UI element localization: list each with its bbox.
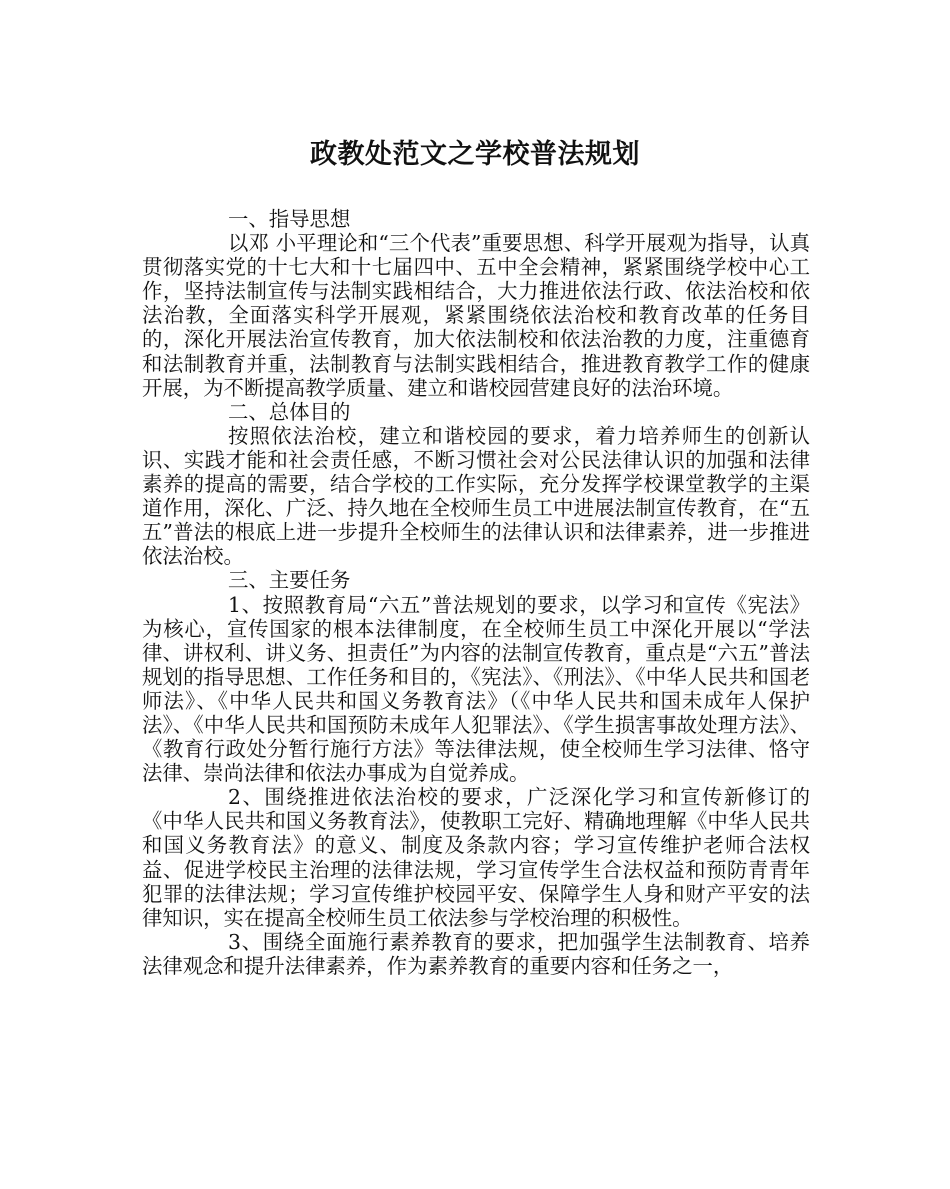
document-body: [142, 207, 810, 978]
paragraph: 2、围绕推进依法治校的要求，广泛深化学习和宣传新修订的《中华人民共和国义务教育法》，使教职工完好、精确地理解《中华人民共和国义务教育法》的意义、制度及条款内容；学习宣传维护老师合法权益、促进学校民主治理的法律法规，学习宣传学生合法权益和预防青青年犯罪的法律法规；学习宣传维护校园平安、保障学生人身和财产平安的法律知识，实在提高全校师生员工依法参与学校治理的积极性。: [142, 785, 810, 930]
paragraph: 以邓 小平理论和“三个代表”重要思想、科学开展观为指导，认真贯彻落实党的十七大和十七届四中、五中全会精神，紧紧围绕学校中心工作，坚持法制宣传与法制实践相结合，大力推进依法行政、依法治校和依法治教，全面落实科学开展观，紧紧围绕依法治校和教育改革的任务目的，深化开展法治宣传教育，加大依法制校和依法治教的力度，注重德育和法制教育并重，法制教育与法制实践相结合，推进教育教学工作的健康开展，为不断提高教学质量、建立和谐校园营建良好的法治环境。: [142, 231, 810, 400]
paragraph: 按照依法治校，建立和谐校园的要求，着力培养师生的创新认识、实践才能和社会责任感，不断习惯社会对公民法律认识的加强和法律素养的提高的需要，结合学校的工作实际，充分发挥学校课堂教学的主渠道作用，深化、广泛、持久地在全校师生员工中进展法制宣传教育，在“五五”普法的根底上进一步提升全校师生的法律认识和法律素养，进一步推进依法治校。: [142, 423, 810, 569]
document-title: 政教处范文之学校普法规划: [310, 139, 640, 170]
paragraph: 1、按照教育局“六五”普法规划的要求，以学习和宣传《宪法》为核心，宣传国家的根本法律制度，在全校师生员工中深化开展以“学法律、讲权利、讲义务、担责任”为内容的法制宣传教育，重点是“六五”普法规划的指导思想、工作任务和目的，《宪法》、《刑法》、《中华人民共和国老师法》、《中华人民共和国义务教育法》（《中华人民共和国未成年人保护法》、《中华人民共和国预防未成年人犯罪法》、《学生损害事故处理方法》、《教育行政处分暂行施行方法》等法律法规，使全校师生学习法律、恪守法律、崇尚法律和依法办事成为自觉养成。: [142, 592, 810, 786]
section-heading: 二、总体目的: [228, 399, 351, 424]
section-heading: 三、主要任务: [228, 568, 351, 593]
section-heading: 一、指导思想: [228, 207, 351, 231]
paragraph: 3、围绕全面施行素养教育的要求，把加强学生法制教育、培养法律观念和提升法律素养，作为素养教育的重要内容和任务之一，: [142, 929, 810, 978]
